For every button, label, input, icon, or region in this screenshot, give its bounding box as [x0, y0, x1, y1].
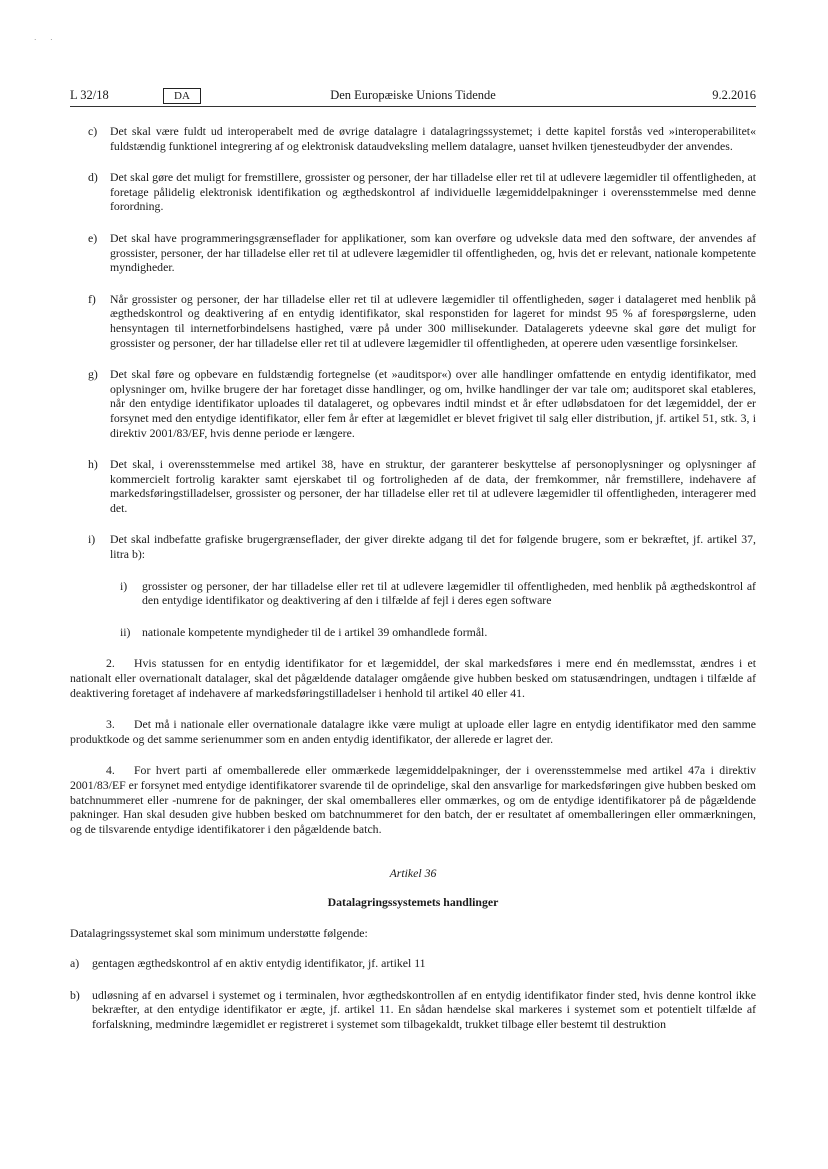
sub-item-ii: [110, 625, 756, 640]
item-label: e): [88, 230, 98, 245]
item-text: Når grossister og personer, der har tilladelse eller ret til at udlevere lægemidler til offentligheden, søger i datalageret med henblik på ægthedskontrol og deaktivering af en entydig identifikator, skal responstiden for lageret for mindst 95 % af forespørgslerne, uden hensyntagen til internetforbindelsens hastighed, være på under 300 millisekunder. Datalagerets ydeevne skal gøre det muligt for grossister og personer, der har tilladelse eller ret til at udlevere lægemidler til offentligheden, at operere uden væsentlige forsinkelser.: [110, 291, 756, 350]
paragraph-text: Hvis statussen for en entydig identifikator for et lægemiddel, der skal markedsføres i mere end én medlemsstat, ændres i et nationalt eller overnationalt datalager, skal det pågældende datalager omgående give hubben besked om statusændringen, undtagen i tilfælde af deaktivering foretaget af indehavere af markedsføringstilladelser i henhold til artikel 40 eller 41.: [70, 656, 756, 700]
list-item-i: [70, 532, 756, 561]
article-title: Artikel 36: [389, 866, 437, 881]
item-label: g): [88, 367, 98, 382]
document-body: [70, 124, 756, 1049]
language-badge: DA: [163, 88, 201, 104]
paragraph-number: 2.: [106, 656, 115, 671]
list-item-c: [70, 124, 756, 153]
list-item-h: [70, 457, 756, 515]
paragraph-text: Det må i nationale eller overnationale datalagre ikke være muligt at uploade eller lagre en entydig identifikator med den samme produktkode og det samme serienummer som en anden entydig identifikator, der allerede er lagret der.: [70, 717, 756, 746]
list-item-g: [70, 367, 756, 440]
page-number: L 32/18: [70, 88, 109, 102]
paragraph-number: 3.: [106, 717, 115, 732]
item-label: f): [88, 291, 96, 306]
item-label: a): [70, 956, 80, 971]
sub-item-i: [110, 579, 756, 608]
sub-item-label: i): [120, 578, 128, 593]
scan-specks: · ·: [34, 36, 59, 44]
publication-date: 9.2.2016: [712, 88, 756, 102]
paragraph-3: [70, 717, 756, 746]
sub-item-text: nationale kompetente myndigheder til de i artikel 39 omhandlede formål.: [142, 624, 488, 639]
item-text: Det skal være fuldt ud interoperabelt med de øvrige datalagre i datalagringssystemet; i dette kapitel forstås ved »interoperabilitet« fuldstændig funktionel integrering af og elektronisk dataudveksling mellem datalagre, uanset hvilken tjenesteudbyder der anvendes.: [110, 124, 756, 153]
article-intro: Datalagringssystemet skal som minimum understøtte følgende:: [70, 925, 368, 940]
item-text: Det skal, i overensstemmelse med artikel 38, have en struktur, der garanterer beskyttelse af personoplysninger og oplysninger af kommercielt fortrolig karakter samt ejerskabet til og fortroligheden af de data, der fremkommer, når fremstillere, indehavere af markedsføringstilladelser, grossister og personer, der har tilladelse eller ret til at udlevere lægemidler til offentligheden, interagerer med det.: [110, 457, 756, 515]
header-rule: [70, 106, 756, 107]
page-header: [70, 88, 756, 106]
item-text: Det skal indbefatte grafiske brugergrænseflader, der giver direkte adgang til det for følgende brugere, som er bekræftet, jf. artikel 37, litra b):: [110, 532, 756, 562]
sub-item-label: ii): [120, 624, 131, 639]
paragraph-2: [70, 656, 756, 700]
list-item-d: [70, 170, 756, 214]
sub-item-text: grossister og personer, der har tilladelse eller ret til at udlevere lægemidler til offentligheden, med henblik på ægthedskontrol af den entydige identifikator og deaktivering af den i tilfælde af fejl i deres egen software: [142, 578, 756, 608]
paragraph-4: [70, 763, 756, 836]
article-item-b: [70, 988, 756, 1032]
item-text: gentagen ægthedskontrol af en aktiv entydig identifikator, jf. artikel 11: [92, 956, 426, 971]
paragraph-number: 4.: [106, 763, 115, 778]
list-item-f: [70, 292, 756, 350]
article-item-a: [70, 956, 756, 971]
item-label: b): [70, 987, 80, 1002]
item-text: udløsning af en advarsel i systemet og i terminalen, hvor ægthedskontrollen af en entydig identifikator finder sted, hvis denne kontrol ikke bekræfter, at den entydige identifikator er ægte, jf. artikel 11. En sådan hændelse skal markeres i systemet som et potentielt tilfælde af forfalskning, medmindre lægemidlet er registreret i systemet som tilbagekaldt, trukket tilbage eller bestemt til destruktion: [92, 987, 756, 1031]
list-item-e: [70, 231, 756, 275]
article-heading: Datalagringssystemets handlinger: [327, 894, 499, 909]
item-text: Det skal have programmeringsgrænseflader for applikationer, som kan overføre og udveksle data med den software, der anvendes af grossister, personer, der har tilladelse eller ret til at udlevere lægemidler til offentligheden, og, hvis det er relevant, nationale kompetente myndigheder.: [110, 230, 756, 275]
item-label: i): [88, 532, 96, 547]
item-text: Det skal føre og opbevare en fuldstændig fortegnelse (et »auditspor«) over alle handlinger omfattende en entydig identifikator, med oplysninger om, hvilke brugere der har foretaget disse handlinger, og om, hvilke handlinger der var tale om; auditsporet skal etableres, når den entydige identifikator uploades til datalageret, og opbevares indtil mindst et år efter udløbsdatoen for det lægemiddel, der er forsynet med den entydige identifikator, eller fem år efter at lægemidlet er blevet frigivet til salg eller distribution, jf. artikel 51, stk. 3, i direktiv 2001/83/EF, hvis denne periode er længere.: [110, 367, 756, 440]
item-label: c): [88, 124, 98, 138]
item-label: d): [88, 170, 98, 185]
paragraph-text: For hvert parti af omemballerede eller ommærkede lægemiddelpakninger, der i overensstemmelse med artikel 47a i direktiv 2001/83/EF er forsynet med entydige identifikatorer svarende til de oprindelige, skal den ansvarlige for markedsføringen give hubben besked om batchnummeret eller -numrene for de pakninger, der skal omemballeres eller ommærkes, og om de entydige identifikatorer på de pågældende pakninger. Han skal desuden give hubben besked om batchnummeret for den batch, der er resultatet af omemballeringen eller ommærkningen, og de tilsvarende entydige identifikatorer i den pågældende batch.: [70, 763, 756, 836]
item-label: h): [88, 457, 98, 472]
item-text: Det skal gøre det muligt for fremstillere, grossister og personer, der har tilladelse eller ret til at udlevere lægemidler til offentligheden, at foretage pålidelig elektronisk identifikation og ægthedskontrol af individuelle lægemiddelpakninger i overensstemmelse med denne forordning.: [110, 170, 756, 214]
journal-title: Den Europæiske Unions Tidende: [330, 88, 496, 102]
